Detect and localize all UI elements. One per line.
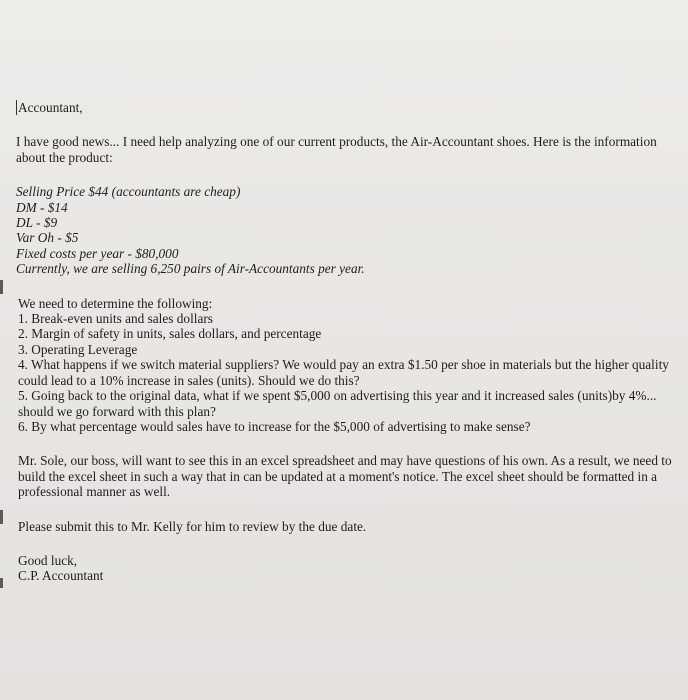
- intro-paragraph: I have good news... I need help analyzing one of our current products, the Air-Accountant shoes. Here is the information about the product:: [16, 134, 657, 165]
- greeting: Accountant,: [18, 100, 83, 115]
- scan-edge-mark: [0, 280, 3, 294]
- task-item: 1. Break-even units and sales dollars: [18, 311, 213, 327]
- boss-note-paragraph: Mr. Sole, our boss, will want to see this in an excel spreadsheet and may have questions of his own. As a result, we need to build the excel sheet in such a way that in can be updated at a moment's notice. The excel sheet should be formatted in a professional manner as well.: [18, 453, 672, 500]
- task-item: 3. Operating Leverage: [18, 341, 138, 357]
- task-list: [16, 296, 676, 435]
- closing: Good luck,: [18, 552, 78, 568]
- letter-body: [16, 100, 676, 584]
- task-item: 2. Margin of safety in units, sales dollars, and percentage: [18, 326, 322, 342]
- signature-block: [16, 553, 676, 584]
- task-item: 4. What happens if we switch material suppliers? We would pay an extra $1.50 per shoe in materials but the higher quality could lead to a 10% increase in sales (units). Should we do this?: [18, 357, 669, 388]
- task-list-heading: We need to determine the following:: [18, 295, 213, 311]
- product-info-line: DM - $14: [16, 199, 68, 215]
- submit-note: Please submit this to Mr. Kelly for him to review by the due date.: [18, 518, 367, 534]
- product-info-line: Selling Price $44 (accountants are cheap): [16, 184, 241, 200]
- task-item: 5. Going back to the original data, what if we spent $5,000 on advertising this year and it increased sales (units)by 4%... should we go forward with this plan?: [18, 388, 657, 419]
- task-item: 6. By what percentage would sales have to increase for the $5,000 of advertising to make sense?: [18, 418, 531, 434]
- product-info: [16, 184, 676, 276]
- product-info-line: Fixed costs per year - $80,000: [16, 245, 179, 261]
- product-info-line: Currently, we are selling 6,250 pairs of Air-Accountants per year.: [16, 261, 365, 277]
- scan-edge-mark: [0, 578, 3, 588]
- scan-edge-mark: [0, 510, 3, 524]
- product-info-line: Var Oh - $5: [16, 230, 79, 246]
- signature: C.P. Accountant: [18, 568, 104, 584]
- product-info-line: DL - $9: [16, 215, 58, 231]
